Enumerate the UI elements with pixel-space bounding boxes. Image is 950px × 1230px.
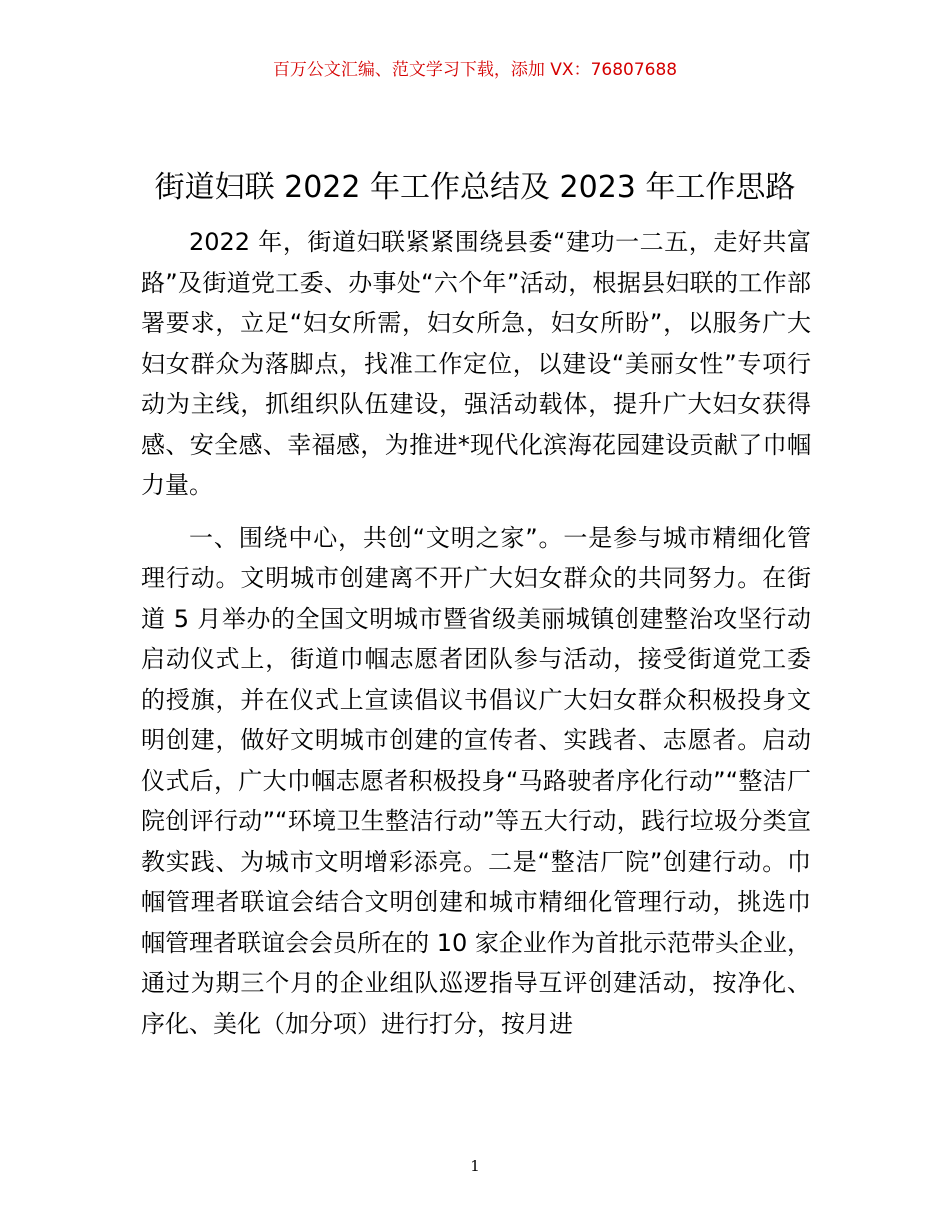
header-note: 百万公文汇编、范文学习下载，添加 VX：76807688 (272, 60, 678, 80)
page-number: 1 (470, 1157, 480, 1175)
paragraph-section-one: 一、围绕中心，共创“文明之家”。一是参与城市精细化管理行动。文明城市创建离不开广大妇女群众的共同努力。在街道 5 月举办的全国文明城市暨省级美丽城镇创建整治攻坚行动启动仪式上，街道巾帼志愿者团队参与活动，接受街道党工委的授旗，并在仪式上宣读倡议书倡议广大妇女群众积极投身文明创建，做好文明城市创建的宣传者、实践者、志愿者。启动仪式后，广大巾帼志愿者积极投身“马路驶者序化行动”“整洁厂院创评行动”“环境卫生整洁行动”等五大行动，践行垃圾分类宣教实践、为城市文明增彩添亮。二是“整洁厂院”创建行动。巾帼管理者联谊会结合文明创建和城市精细化管理行动，挑选巾帼管理者联谊会会员所在的 10 家企业作为首批示范带头企业，通过为期三个月的企业组队巡逻指导互评创建活动，按净化、序化、美化（加分项）进行打分，按月进 (141, 523, 811, 1038)
paragraph-intro: 2022 年，街道妇联紧紧围绕县委“建功一二五，走好共富路”及街道党工委、办事处“六个年”活动，根据县妇联的工作部署要求，立足“妇女所需，妇女所急，妇女所盼”，以服务广大妇女群众为落脚点，找准工作定位，以建设“美丽女性”专项行动为主线，抓组织队伍建设，强活动载体，提升广大妇女获得感、安全感、幸福感，为推进*现代化滨海花园建设贡献了巾帼力量。 (141, 228, 811, 499)
document-title: 街道妇联 2022 年工作总结及 2023 年工作思路 (154, 170, 796, 205)
document-body (141, 222, 811, 1044)
